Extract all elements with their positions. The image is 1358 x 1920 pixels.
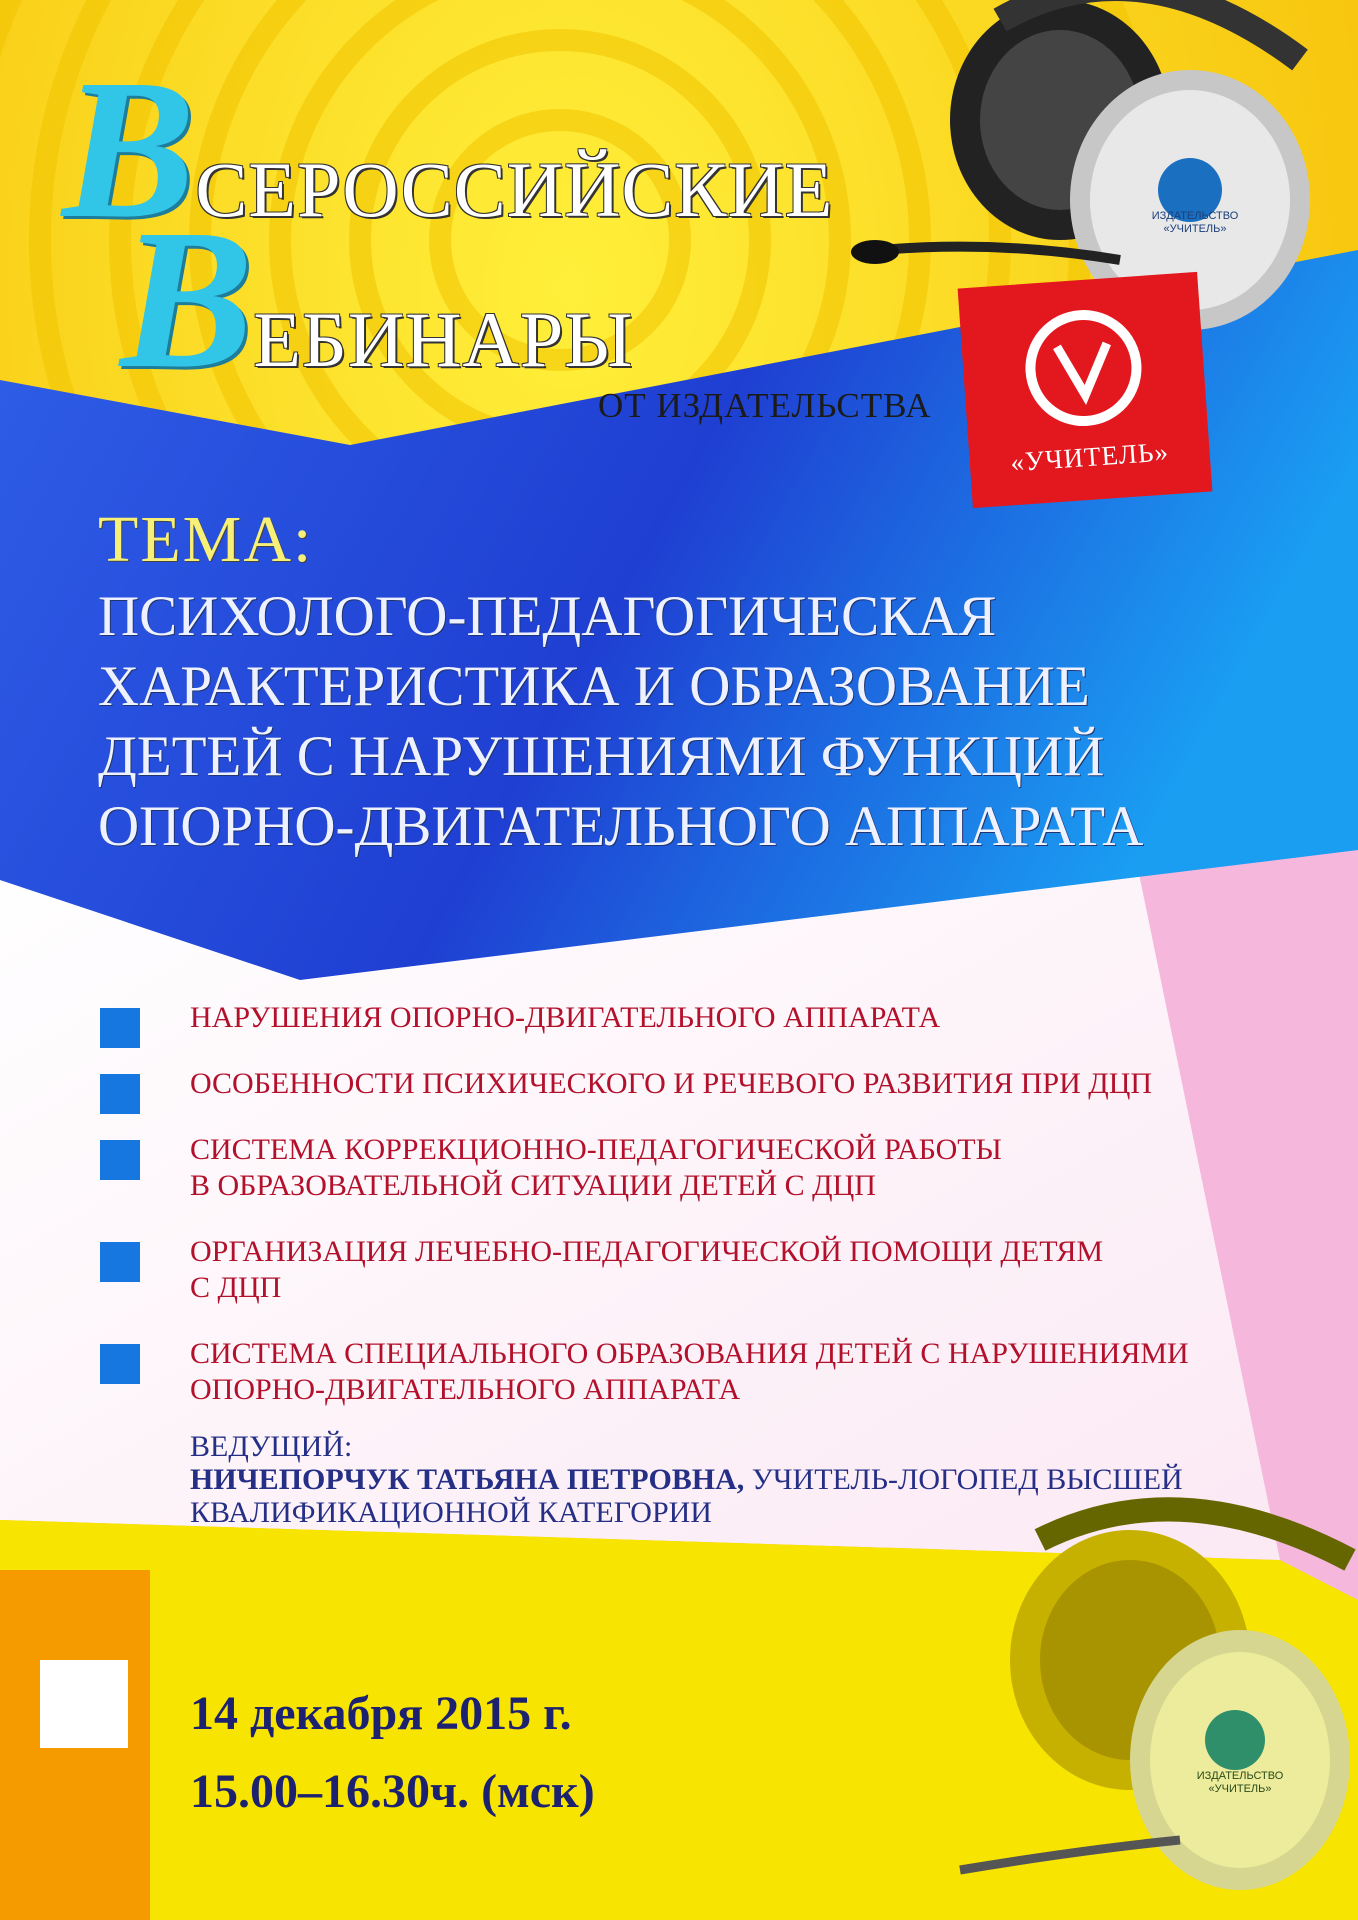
schedule-block: [190, 1675, 595, 1831]
theme-line: ДЕТЕЙ С НАРУШЕНИЯМИ ФУНКЦИЙ: [98, 725, 1105, 788]
bullet-square-icon: [100, 1008, 140, 1048]
title-initial: В: [62, 39, 196, 260]
theme-label: ТЕМА:: [98, 503, 314, 576]
title-line-2: [120, 189, 634, 410]
theme-title: [98, 582, 1298, 862]
publisher-logo-label-box: [958, 272, 1213, 508]
event-time: 15.00–16.30ч. (мск): [190, 1765, 595, 1818]
theme-block: [98, 502, 1298, 862]
bullet-square-icon: [100, 1140, 140, 1180]
title-initial: В: [120, 189, 254, 410]
event-date: 14 декабря 2015 г.: [190, 1687, 572, 1740]
bullet-square-icon: [100, 1242, 140, 1282]
title-word: СЕРОССИЙСКИЕ: [195, 146, 834, 233]
decor-square: [40, 1660, 128, 1748]
topic-text: СИСТЕМА СПЕЦИАЛЬНОГО ОБРАЗОВАНИЯ ДЕТЕЙ С НАРУШЕНИЯМИ ОПОРНО-ДВИГАТЕЛЬНОГО АППАРАТА: [190, 1337, 1189, 1406]
host-label: ВЕДУЩИЙ:: [190, 1430, 353, 1463]
topic-list: [100, 1000, 1280, 1438]
topic-text: СИСТЕМА КОРРЕКЦИОННО-ПЕДАГОГИЧЕСКОЙ РАБОТЫ В ОБРАЗОВАТЕЛЬНОЙ СИТУАЦИИ ДЕТЕЙ С ДЦП: [190, 1133, 1002, 1202]
title-word: ЕБИНАРЫ: [253, 296, 634, 383]
host-name: НИЧЕПОРЧУК ТАТЬЯНА ПЕТРОВНА,: [190, 1463, 745, 1496]
host-details: [190, 1463, 1290, 1529]
host-title: УЧИТЕЛЬ-ЛОГОПЕД ВЫСШЕЙ КВАЛИФИКАЦИОННОЙ КАТЕГОРИИ: [190, 1463, 1183, 1529]
topic-item: [100, 1000, 1280, 1036]
host-block: [190, 1430, 1290, 1529]
topic-text: ОРГАНИЗАЦИЯ ЛЕЧЕБНО-ПЕДАГОГИЧЕСКОЙ ПОМОЩИ ДЕТЯМ С ДЦП: [190, 1235, 1104, 1304]
publisher-logo-label: «УЧИТЕЛЬ»: [1009, 436, 1170, 478]
topic-item: [100, 1234, 1280, 1306]
bullet-square-icon: [100, 1344, 140, 1384]
headset-top-label: ИЗДАТЕЛЬСТВО «УЧИТЕЛЬ»: [1151, 210, 1239, 235]
topic-text: ОСОБЕННОСТИ ПСИХИЧЕСКОГО И РЕЧЕВОГО РАЗВИТИЯ ПРИ ДЦП: [190, 1067, 1153, 1100]
topic-item: [100, 1336, 1280, 1408]
theme-line: ХАРАКТЕРИСТИКА И ОБРАЗОВАНИЕ: [98, 655, 1090, 718]
topic-item: [100, 1066, 1280, 1102]
publisher-prefix: ОТ ИЗДАТЕЛЬСТВА: [598, 386, 932, 425]
bullet-square-icon: [100, 1074, 140, 1114]
topic-text: НАРУШЕНИЯ ОПОРНО-ДВИГАТЕЛЬНОГО АППАРАТА: [190, 1001, 941, 1034]
topic-item: [100, 1132, 1280, 1204]
headset-bottom-label: ИЗДАТЕЛЬСТВО «УЧИТЕЛЬ»: [1196, 1770, 1284, 1795]
theme-line: ПСИХОЛОГО-ПЕДАГОГИЧЕСКАЯ: [98, 585, 997, 648]
theme-line: ОПОРНО-ДВИГАТЕЛЬНОГО АППАРАТА: [98, 795, 1144, 858]
